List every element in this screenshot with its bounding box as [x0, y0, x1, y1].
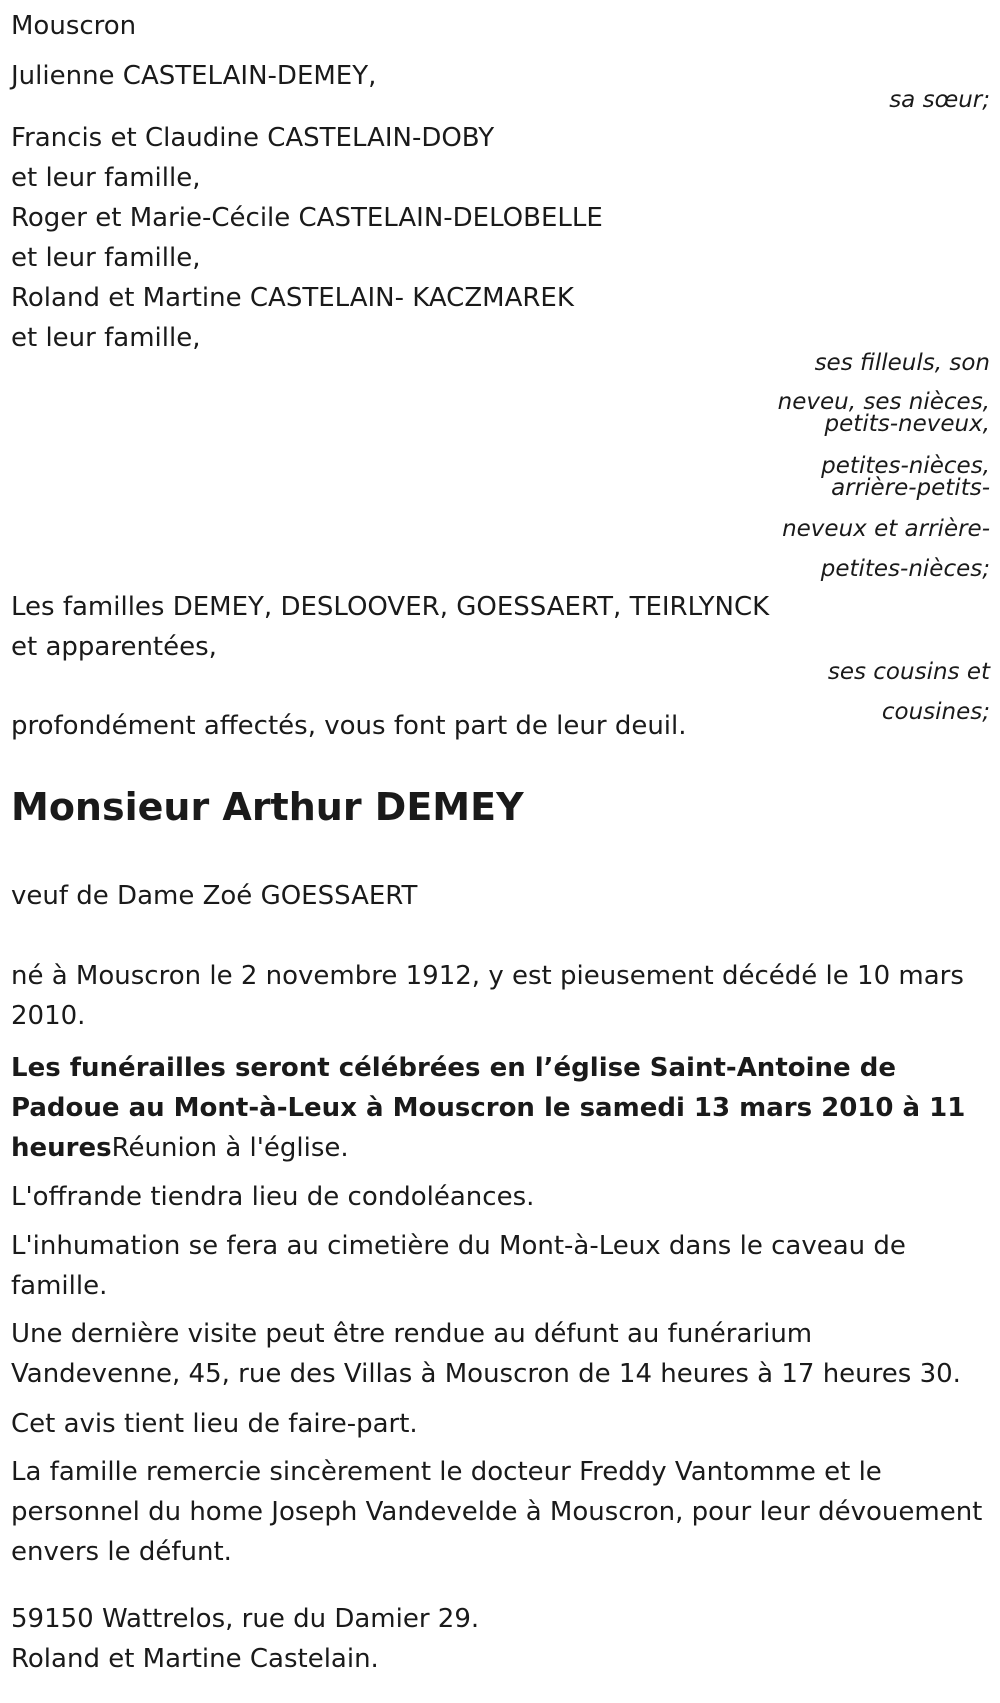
godchildren-role-3: petits-neveux,	[824, 411, 990, 437]
godchildren-role-6: neveux et arrière-	[782, 516, 990, 542]
sister-name: Julienne CASTELAIN-DEMEY,	[11, 61, 377, 91]
address-line-2: Roland et Martine Castelain.	[11, 1644, 379, 1674]
closing-line: profondément affectés, vous font part de leur deuil.	[11, 711, 687, 741]
families-line-1: Les familles DEMEY, DESLOOVER, GOESSAERT, TEIRLYNCK	[11, 592, 770, 622]
cousins-role-2: cousines;	[881, 699, 990, 725]
family-line-5: Roland et Martine CASTELAIN- KACZMAREK	[11, 283, 574, 313]
offering-paragraph: L'offrande tiendra lieu de condoléances.	[11, 1182, 535, 1212]
birth-death-paragraph: né à Mouscron le 2 novembre 1912, y est pieusement décédé le 10 mars 2010.	[11, 961, 964, 1031]
place-line: Mouscron	[11, 11, 137, 41]
family-line-4: et leur famille,	[11, 243, 201, 273]
funeral-paragraph	[11, 1048, 986, 1168]
families-line-2: et apparentées,	[11, 632, 217, 662]
visit-paragraph: Une dernière visite peut être rendue au défunt au funérarium Vandevenne, 45, rue des Villas à Mouscron de 14 heures à 17 heures 30.	[11, 1319, 961, 1389]
godchildren-role-7: petites-nièces;	[820, 556, 990, 582]
family-line-2: et leur famille,	[11, 163, 201, 193]
family-line-1: Francis et Claudine CASTELAIN-DOBY	[11, 123, 495, 153]
thanks-paragraph: La famille remercie sincèrement le docteur Freddy Vantomme et le personnel du home Joseph Vandevelde à Mouscron, pour leur dévouement envers le défunt.	[11, 1457, 983, 1567]
family-line-6: et leur famille,	[11, 323, 201, 353]
family-line-3: Roger et Marie-Cécile CASTELAIN-DELOBELLE	[11, 203, 603, 233]
godchildren-role-1: ses filleuls, son	[814, 350, 990, 376]
godchildren-role-4: petites-nièces,	[821, 453, 990, 479]
cousins-role-1: ses cousins et	[827, 659, 990, 685]
burial-paragraph: L'inhumation se fera au cimetière du Mont-à-Leux dans le caveau de famille.	[11, 1231, 906, 1301]
notice-paragraph: Cet avis tient lieu de faire-part.	[11, 1409, 418, 1439]
address-line-1: 59150 Wattrelos, rue du Damier 29.	[11, 1604, 480, 1634]
funeral-rest-text: Réunion à l'église.	[111, 1133, 349, 1163]
sister-role: sa sœur;	[889, 87, 990, 113]
godchildren-role-2: neveu, ses nièces,	[777, 389, 990, 415]
deceased-name: Monsieur Arthur DEMEY	[11, 785, 524, 829]
godchildren-role-5: arrière-petits-	[831, 475, 990, 501]
spouse-line: veuf de Dame Zoé GOESSAERT	[11, 881, 418, 911]
funeral-bold-text: Les funérailles seront célébrées en l’église Saint-Antoine de Padoue au Mont-à-Leux à Mouscron le samedi 13 mars 2010 à 11 heures	[11, 1053, 966, 1163]
